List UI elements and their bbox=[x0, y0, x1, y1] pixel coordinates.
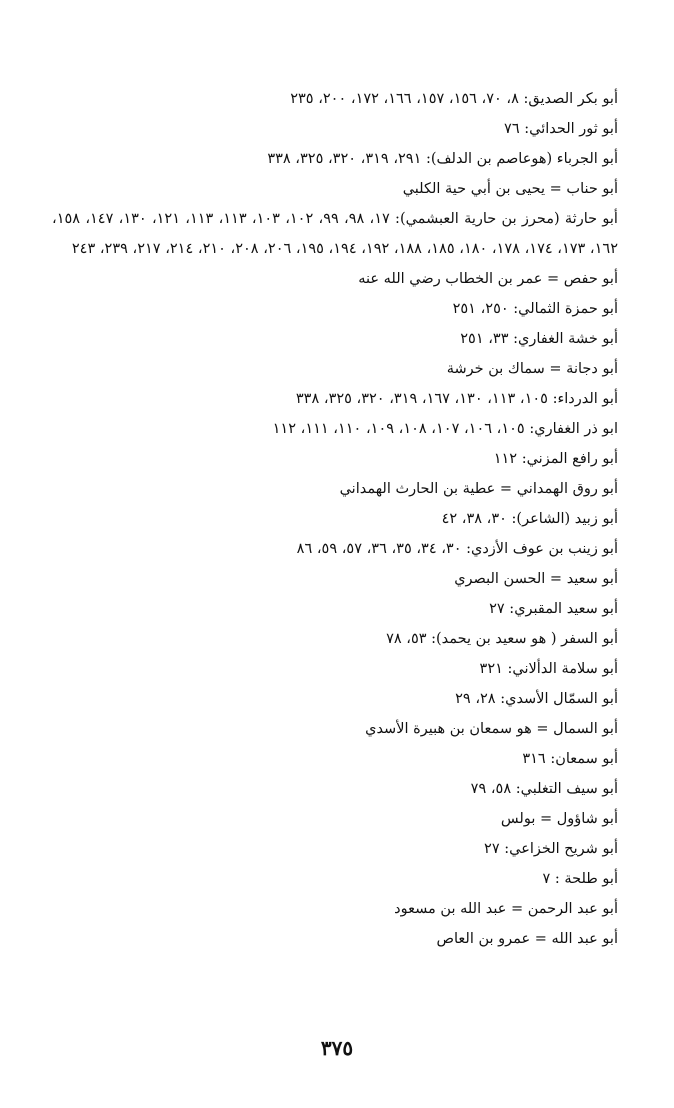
index-entry: أبو طلحة : ٧ bbox=[542, 871, 618, 887]
index-entry: أبو خشة الغفاري: ٣٣، ٢٥١ bbox=[460, 331, 618, 347]
index-entry: أبو حناب = يحيى بن أبي حية الكلبي bbox=[402, 181, 618, 197]
index-entry: أبو السفر ( هو سعيد بن يحمد): ٥٣، ٧٨ bbox=[386, 631, 618, 647]
index-entry: أبو عبد الله = عمرو بن العاص bbox=[436, 931, 618, 947]
index-entry: أبو سمعان: ٣١٦ bbox=[522, 751, 618, 767]
index-entry: أبو السمال = هو سمعان بن هبيرة الأسدي bbox=[365, 721, 618, 737]
index-entry: أبو شريح الخزاعي: ٢٧ bbox=[484, 841, 618, 857]
index-entry: أبو دجانة = سماك بن خرشة bbox=[446, 361, 618, 377]
index-entry: أبو زبيد (الشاعر): ٣٠، ٣٨، ٤٢ bbox=[441, 511, 618, 527]
index-entry: أبو الدرداء: ١٠٥، ١١٣، ١٣٠، ١٦٧، ٣١٩، ٣٢٠، ٣٢٥، ٣٣٨ bbox=[295, 391, 618, 407]
index-entry: أبو بكر الصديق: ٨، ٧٠، ١٥٦، ١٥٧، ١٦٦، ١٧٢، ٢٠٠، ٢٣٥ bbox=[290, 91, 618, 107]
index-entry: ابو ذر الغفاري: ١٠٥، ١٠٦، ١٠٧، ١٠٨، ١٠٩، ١١٠، ١١١، ١١٢ bbox=[272, 421, 618, 437]
index-entry: أبو حفص = عمر بن الخطاب رضي الله عنه bbox=[358, 271, 618, 287]
index-entry: أبو شاؤول = بولس bbox=[500, 811, 618, 827]
index-entry: أبو سعيد = الحسن البصري bbox=[454, 571, 618, 587]
index-entry: أبو عبد الرحمن = عبد الله بن مسعود bbox=[394, 901, 618, 917]
page-number: ٣٧٥ bbox=[320, 1036, 354, 1060]
index-entry: أبو حارثة (محرز بن حارية العبشمي): ١٧، ٩٨، ٩٩، ١٠٢، ١٠٣، ١١٣، ١١٣، ١٢١، ١٣٠، ١٤٧، ١٥٨، ١٦٢، ١٧٣، ١٧٤، ١٧٨، ١٨٠، ١٨٥، ١٨٨، ١٩٢، ١٩٤، ١٩٥، ٢٠٦، ٢٠٨، ٢١٠، ٢١٤، ٢١٧، ٢٣٩، ٢٤٣ bbox=[52, 211, 618, 257]
index-entry: أبو روق الهمداني = عطية بن الحارث الهمداني bbox=[339, 481, 618, 497]
index-entry: أبو سعيد المقبري: ٢٧ bbox=[489, 601, 618, 617]
index-entry: أبو حمزة الثمالي: ٢٥٠، ٢٥١ bbox=[452, 301, 618, 317]
index-entry: أبو سلامة الدألاني: ٣٢١ bbox=[479, 661, 618, 677]
index-entry: أبو سيف التغلبي: ٥٨، ٧٩ bbox=[470, 781, 618, 797]
index-entry: أبو ثور الحدائي: ٧٦ bbox=[504, 121, 618, 137]
names-index bbox=[52, 84, 618, 954]
index-entry: أبو زينب بن عوف الأزدي: ٣٠، ٣٤، ٣٥، ٣٦، ٥٧، ٥٩، ٨٦ bbox=[296, 541, 618, 557]
index-entry: أبو الجرباء (هوعاصم بن الدلف): ٢٩١، ٣١٩، ٣٢٠، ٣٢٥، ٣٣٨ bbox=[267, 151, 618, 167]
index-entry: أبو السمّال الأسدي: ٢٨، ٢٩ bbox=[455, 691, 618, 707]
index-entry: أبو رافع المزني: ١١٢ bbox=[493, 451, 618, 467]
